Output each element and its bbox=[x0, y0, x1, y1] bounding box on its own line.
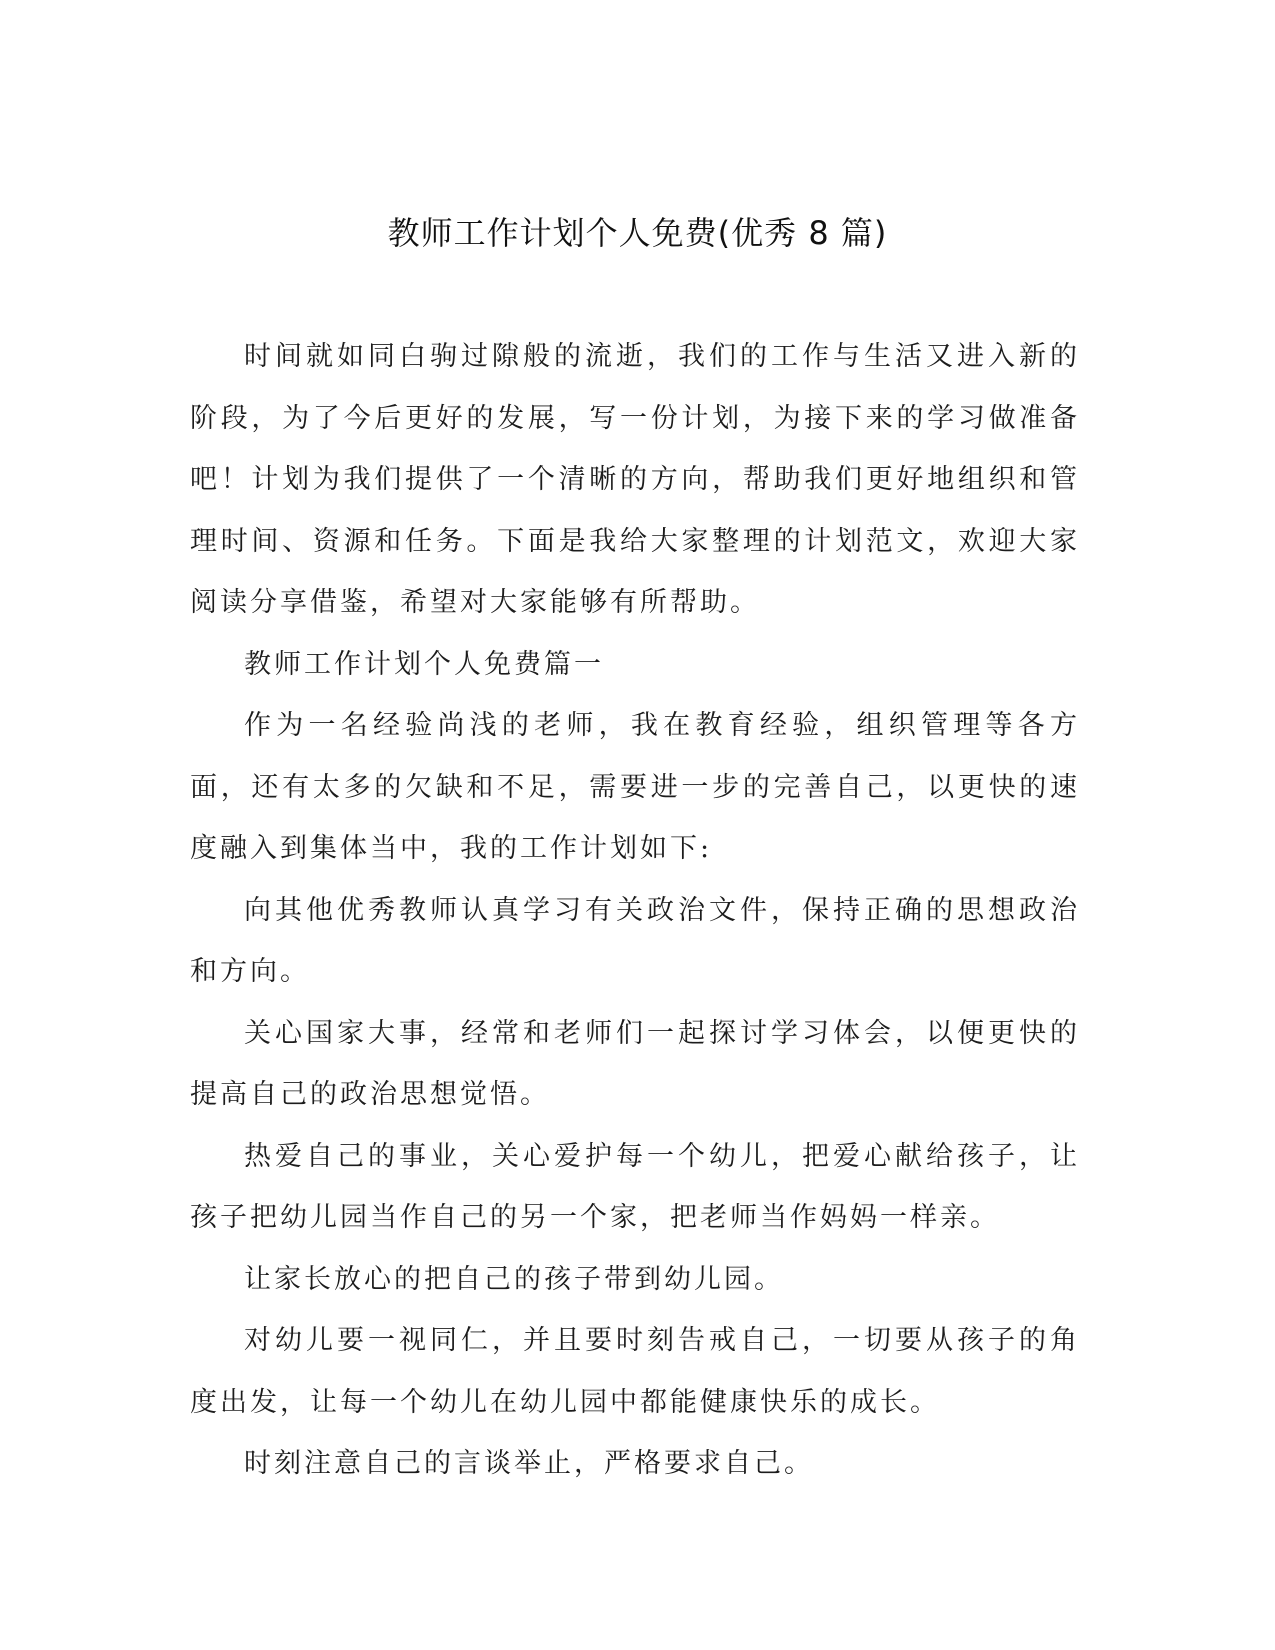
body-paragraph: 让家长放心的把自己的孩子带到幼儿园。 bbox=[244, 1263, 784, 1295]
intro-paragraph: 时间就如同白驹过隙般的流逝，我们的工作与生活又进入新的阶段，为了今后更好的发展，写一份计划，为接下来的学习做准备吧！计划为我们提供了一个清晰的方向，帮助我们更好地组织和管理时间、资源和任务。下面是我给大家整理的计划范文，欢迎大家阅读分享借鉴，希望对大家能够有所帮助。 bbox=[190, 341, 1080, 618]
body-paragraph: 对幼儿要一视同仁，并且要时刻告戒自己，一切要从孩子的角度出发，让每一个幼儿在幼儿园中都能健康快乐的成长。 bbox=[190, 1325, 1080, 1418]
body-paragraph: 关心国家大事，经常和老师们一起探讨学习体会，以便更快的提高自己的政治思想觉悟。 bbox=[190, 1017, 1080, 1110]
body-paragraph: 作为一名经验尚浅的老师，我在教育经验，组织管理等各方面，还有太多的欠缺和不足，需要进一步的完善自己，以更快的速度融入到集体当中，我的工作计划如下: bbox=[190, 710, 1080, 864]
body-paragraph: 时刻注意自己的言谈举止，严格要求自己。 bbox=[244, 1448, 814, 1479]
body-paragraph: 热爱自己的事业，关心爱护每一个幼儿，把爱心献给孩子，让孩子把幼儿园当作自己的另一个家，把老师当作妈妈一样亲。 bbox=[190, 1140, 1080, 1233]
document-body bbox=[190, 326, 1080, 1495]
document-title: 教师工作计划个人免费(优秀 8 篇) bbox=[387, 214, 888, 252]
body-paragraph: 向其他优秀教师认真学习有关政治文件，保持正确的思想政治和方向。 bbox=[190, 894, 1080, 987]
section-heading: 教师工作计划个人免费篇一 bbox=[244, 648, 604, 680]
